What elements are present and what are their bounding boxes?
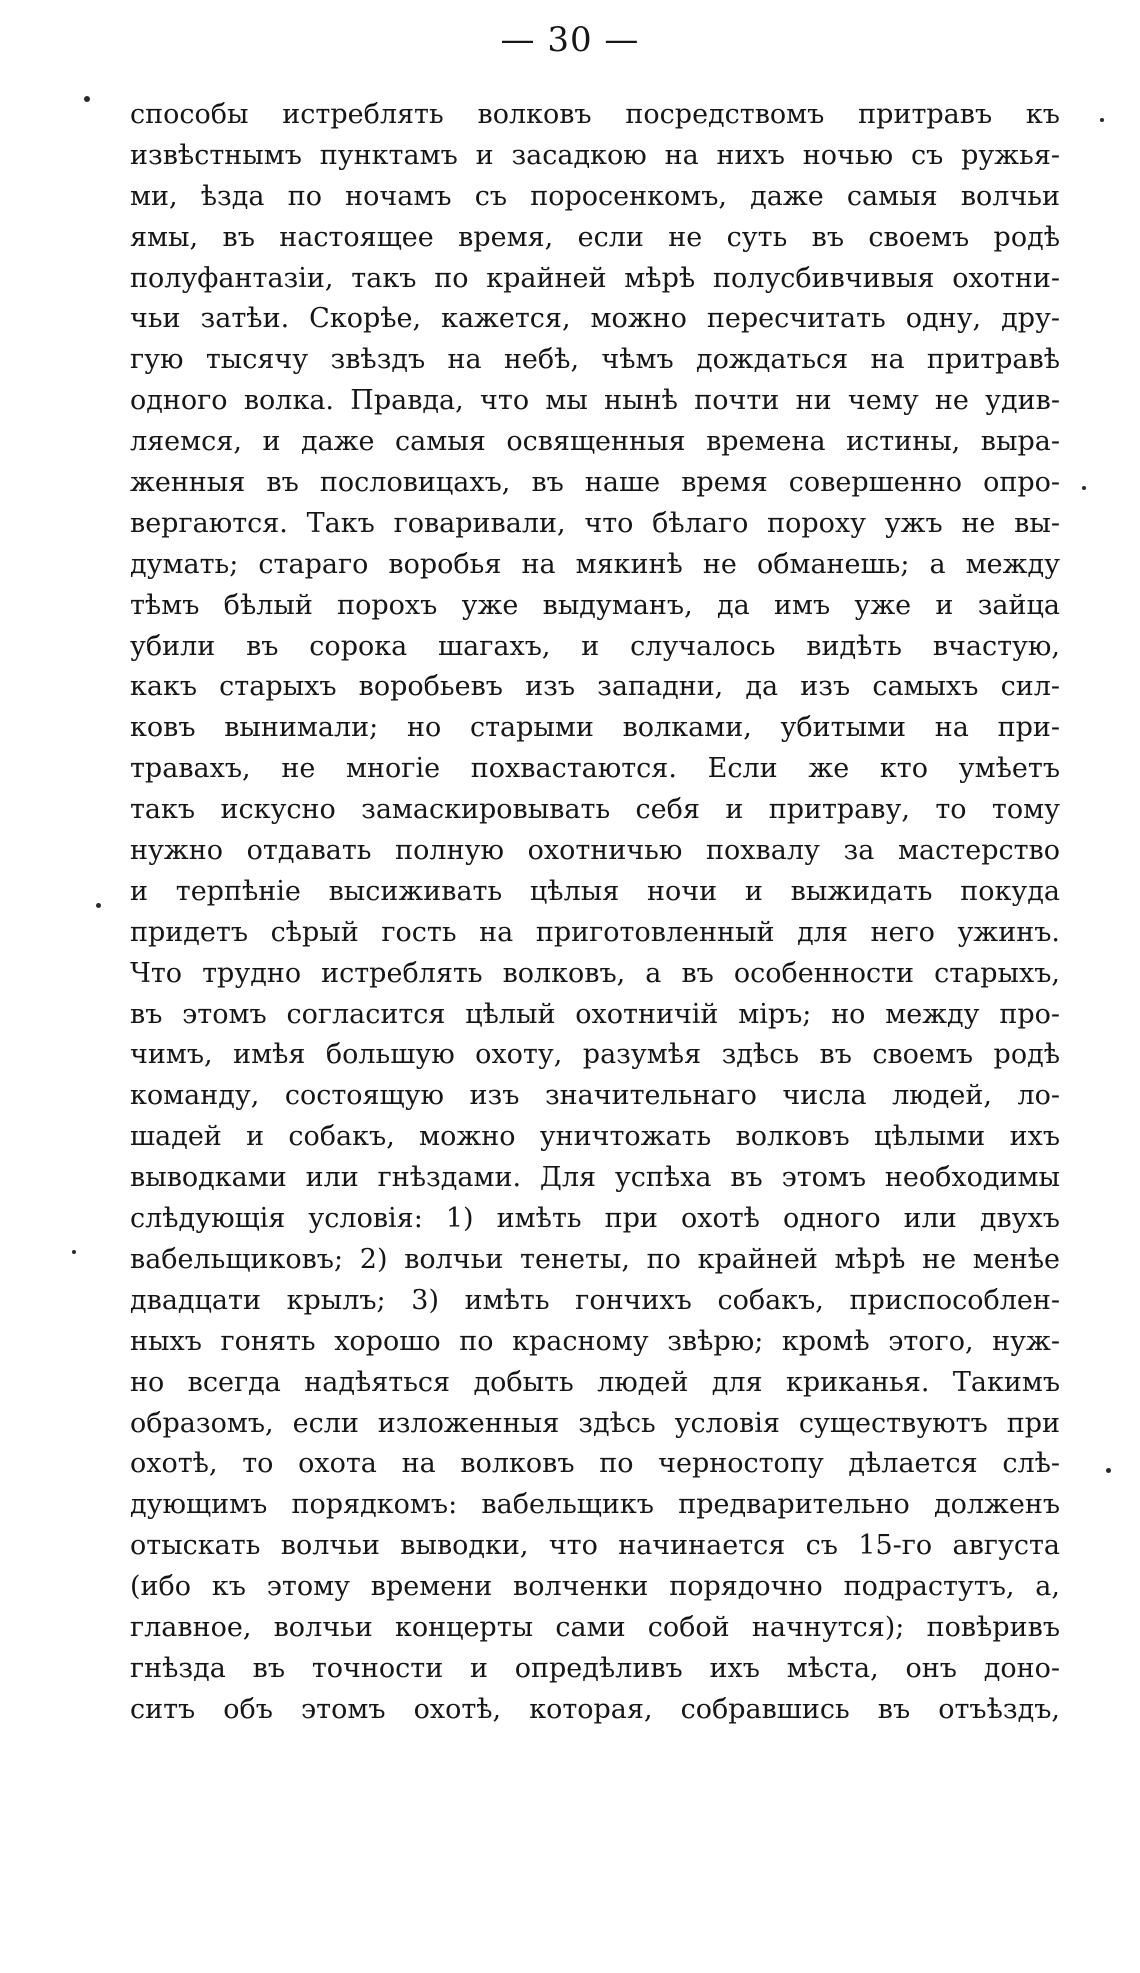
text-line: и терпѣніе высиживать цѣлыя ночи и выжидать покуда	[130, 875, 1060, 907]
text-line: способы истреблять волковъ посредствомъ притравъ къ	[130, 99, 1060, 130]
text-line: двадцати крылъ; 3) имѣть гончихъ собакъ, приспособлен-	[130, 1284, 1060, 1316]
text-line: чимъ, имѣя большую охоту, разумѣя здѣсь въ своемъ родѣ	[130, 1039, 1060, 1071]
text-line: травахъ, не многіе похвастаются. Если же кто умѣетъ	[130, 753, 1060, 785]
text-line: Что трудно истреблять волковъ, а въ особенности старыхъ,	[130, 957, 1060, 989]
text-line: (ибо къ этому времени волченки порядочно подрастутъ, а,	[130, 1571, 1060, 1603]
text-line: образомъ, если изложенныя здѣсь условія существуютъ при	[130, 1407, 1060, 1439]
text-line: убили въ сорока шагахъ, и случалось видѣть вчастую,	[130, 630, 1060, 662]
text-line: женныя въ пословицахъ, въ наше время совершенно опро-	[130, 467, 1060, 499]
text-line: главное, волчьи концерты сами собой начнутся); повѣривъ	[130, 1611, 1060, 1643]
text-line: ямы, въ настоящее время, если не суть въ своемъ родѣ	[130, 221, 1060, 253]
text-line: охотѣ, то охота на волковъ по черностопу дѣлается слѣ-	[130, 1448, 1060, 1480]
text-line: шадей и собакъ, можно уничтожать волковъ цѣлыми ихъ	[130, 1121, 1060, 1153]
text-line: чьи затѣи. Скорѣе, кажется, можно пересчитать одну, дру-	[130, 303, 1060, 335]
text-line: такъ искусно замаскировывать себя и притраву, то тому	[130, 794, 1060, 826]
ink-speck	[84, 96, 90, 102]
text-line: нужно отдавать полную охотничью похвалу за мастерство	[130, 835, 1060, 867]
ink-speck	[1082, 486, 1086, 490]
text-line: отыскать волчьи выводки, что начинается съ 15-го августа	[130, 1530, 1060, 1562]
text-line: думать; стараго воробья на мякинѣ не обманешь; а между	[130, 548, 1060, 580]
text-line: ныхъ гонять хорошо по красному звѣрю; кромѣ этого, нуж-	[130, 1325, 1060, 1357]
text-line: вергаются. Такъ говаривали, что бѣлаго пороху ужъ не вы-	[130, 507, 1060, 539]
text-line: команду, состоящую изъ значительнаго числа людей, ло-	[130, 1080, 1060, 1112]
text-line: въ этомъ согласится цѣлый охотничій міръ; но между про-	[130, 998, 1060, 1030]
text-line: слѣдующія условія: 1) имѣть при охотѣ одного или двухъ	[130, 1203, 1060, 1235]
ink-speck	[1100, 118, 1104, 122]
text-line: тѣмъ бѣлый порохъ уже выдуманъ, да имъ уже и зайца	[130, 589, 1060, 621]
text-line: дующимъ порядкомъ: вабельщикъ предварительно долженъ	[130, 1489, 1060, 1521]
page-number: — 30 —	[500, 20, 640, 60]
text-line: извѣстнымъ пунктамъ и засадкою на нихъ ночью съ ружья-	[130, 139, 1060, 171]
text-line: одного волка. Правда, что мы нынѣ почти ни чему не удив-	[130, 385, 1060, 417]
ink-speck	[72, 1250, 76, 1254]
text-line: выводками или гнѣздами. Для успѣха въ этомъ необходимы	[130, 1162, 1060, 1194]
text-line: ми, ѣзда по ночамъ съ поросенкомъ, даже самыя волчьи	[130, 180, 1060, 212]
text-line: вабельщиковъ; 2) волчьи тенеты, по крайней мѣрѣ не менѣе	[130, 1243, 1060, 1275]
text-line: полуфантазіи, такъ по крайней мѣрѣ полусбивчивыя охотни-	[130, 262, 1060, 294]
text-line: но всегда надѣяться добыть людей для криканья. Такимъ	[130, 1366, 1060, 1398]
text-line: придетъ сѣрый гость на приготовленный для него ужинъ.	[130, 916, 1060, 948]
text-line: какъ старыхъ воробьевъ изъ западни, да изъ самыхъ сил-	[130, 671, 1060, 703]
body-text	[130, 95, 1060, 1731]
text-line: гнѣзда въ точности и опредѣливъ ихъ мѣста, онъ доно-	[130, 1652, 1060, 1684]
text-line: ситъ объ этомъ охотѣ, которая, собравшись въ отъѣздъ,	[130, 1693, 1060, 1725]
text-line: ляемся, и даже самыя освященныя времена истины, выра-	[130, 426, 1060, 458]
ink-speck	[96, 903, 101, 908]
text-line: ковъ вынимали; но старыми волками, убитыми на при-	[130, 712, 1060, 744]
ink-speck	[1106, 1468, 1111, 1473]
text-line: гую тысячу звѣздъ на небѣ, чѣмъ дождаться на притравѣ	[130, 344, 1060, 376]
